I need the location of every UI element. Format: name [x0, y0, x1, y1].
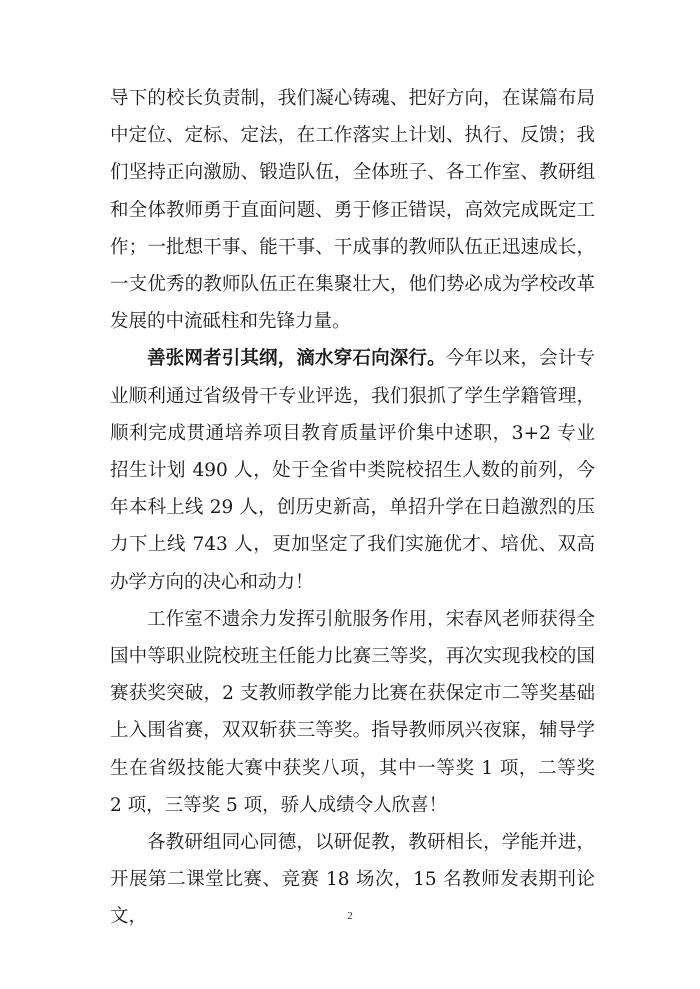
paragraph-1: [110, 80, 595, 340]
document-body: [110, 80, 595, 936]
paragraph-1-text: 导下的校长负责制，我们凝心铸魂、把好方向，在谋篇布局中定位、定标、定法，在工作落实上计划、执行、反馈；我们坚持正向激励、锻造队伍，全体班子、各工作室、教研组和全体教师勇于直面问题、勇于修正错误，高效完成既定工作；一批想干事、能干事、干成事的教师队伍正迅速成长，一支优秀的教师队伍正在集聚壮大，他们势必成为学校改革发展的中流砥柱和先锋力量。: [110, 88, 595, 333]
paragraph-3-text: 工作室不遗余力发挥引航服务作用，宋春风老师获得全国中等职业院校班主任能力比赛三等奖，再次实现我校的国赛获奖突破，2 支教师教学能力比赛在获保定市二等奖基础上入围省赛，双双斩获三等奖。指导教师夙兴夜寐，辅导学生在省级技能大赛中获奖八项，其中一等奖 1 项，二等奖 2 项，三等奖 5 项，骄人成绩令人欣喜！: [110, 608, 595, 816]
page-number: 2: [347, 910, 353, 922]
paragraph-3: [110, 601, 595, 824]
paragraph-2-lead: 善张网者引其纲，滴水穿石向深行。: [147, 348, 446, 370]
paragraph-2-text: 今年以来，会计专业顺利通过省级骨干专业评选，我们狠抓了学生学籍管理，顺利完成贯通培养项目教育质量评价集中述职，3+2 专业招生计划 490 人，处于全省中类院校招生人数的前列，今年本科上线 29 人，创历史新高，单招升学在日趋激烈的压力下上线 743 人，更加坚定了我们实施优才、培优、双高办学方向的决心和动力！: [110, 348, 595, 593]
paragraph-4-text: 各教研组同心同德，以研促教，教研相长，学能并进，开展第二课堂比赛、竞赛 18 场次，15 名教师发表期刊论文，: [110, 832, 595, 928]
paragraph-2: [110, 340, 595, 600]
